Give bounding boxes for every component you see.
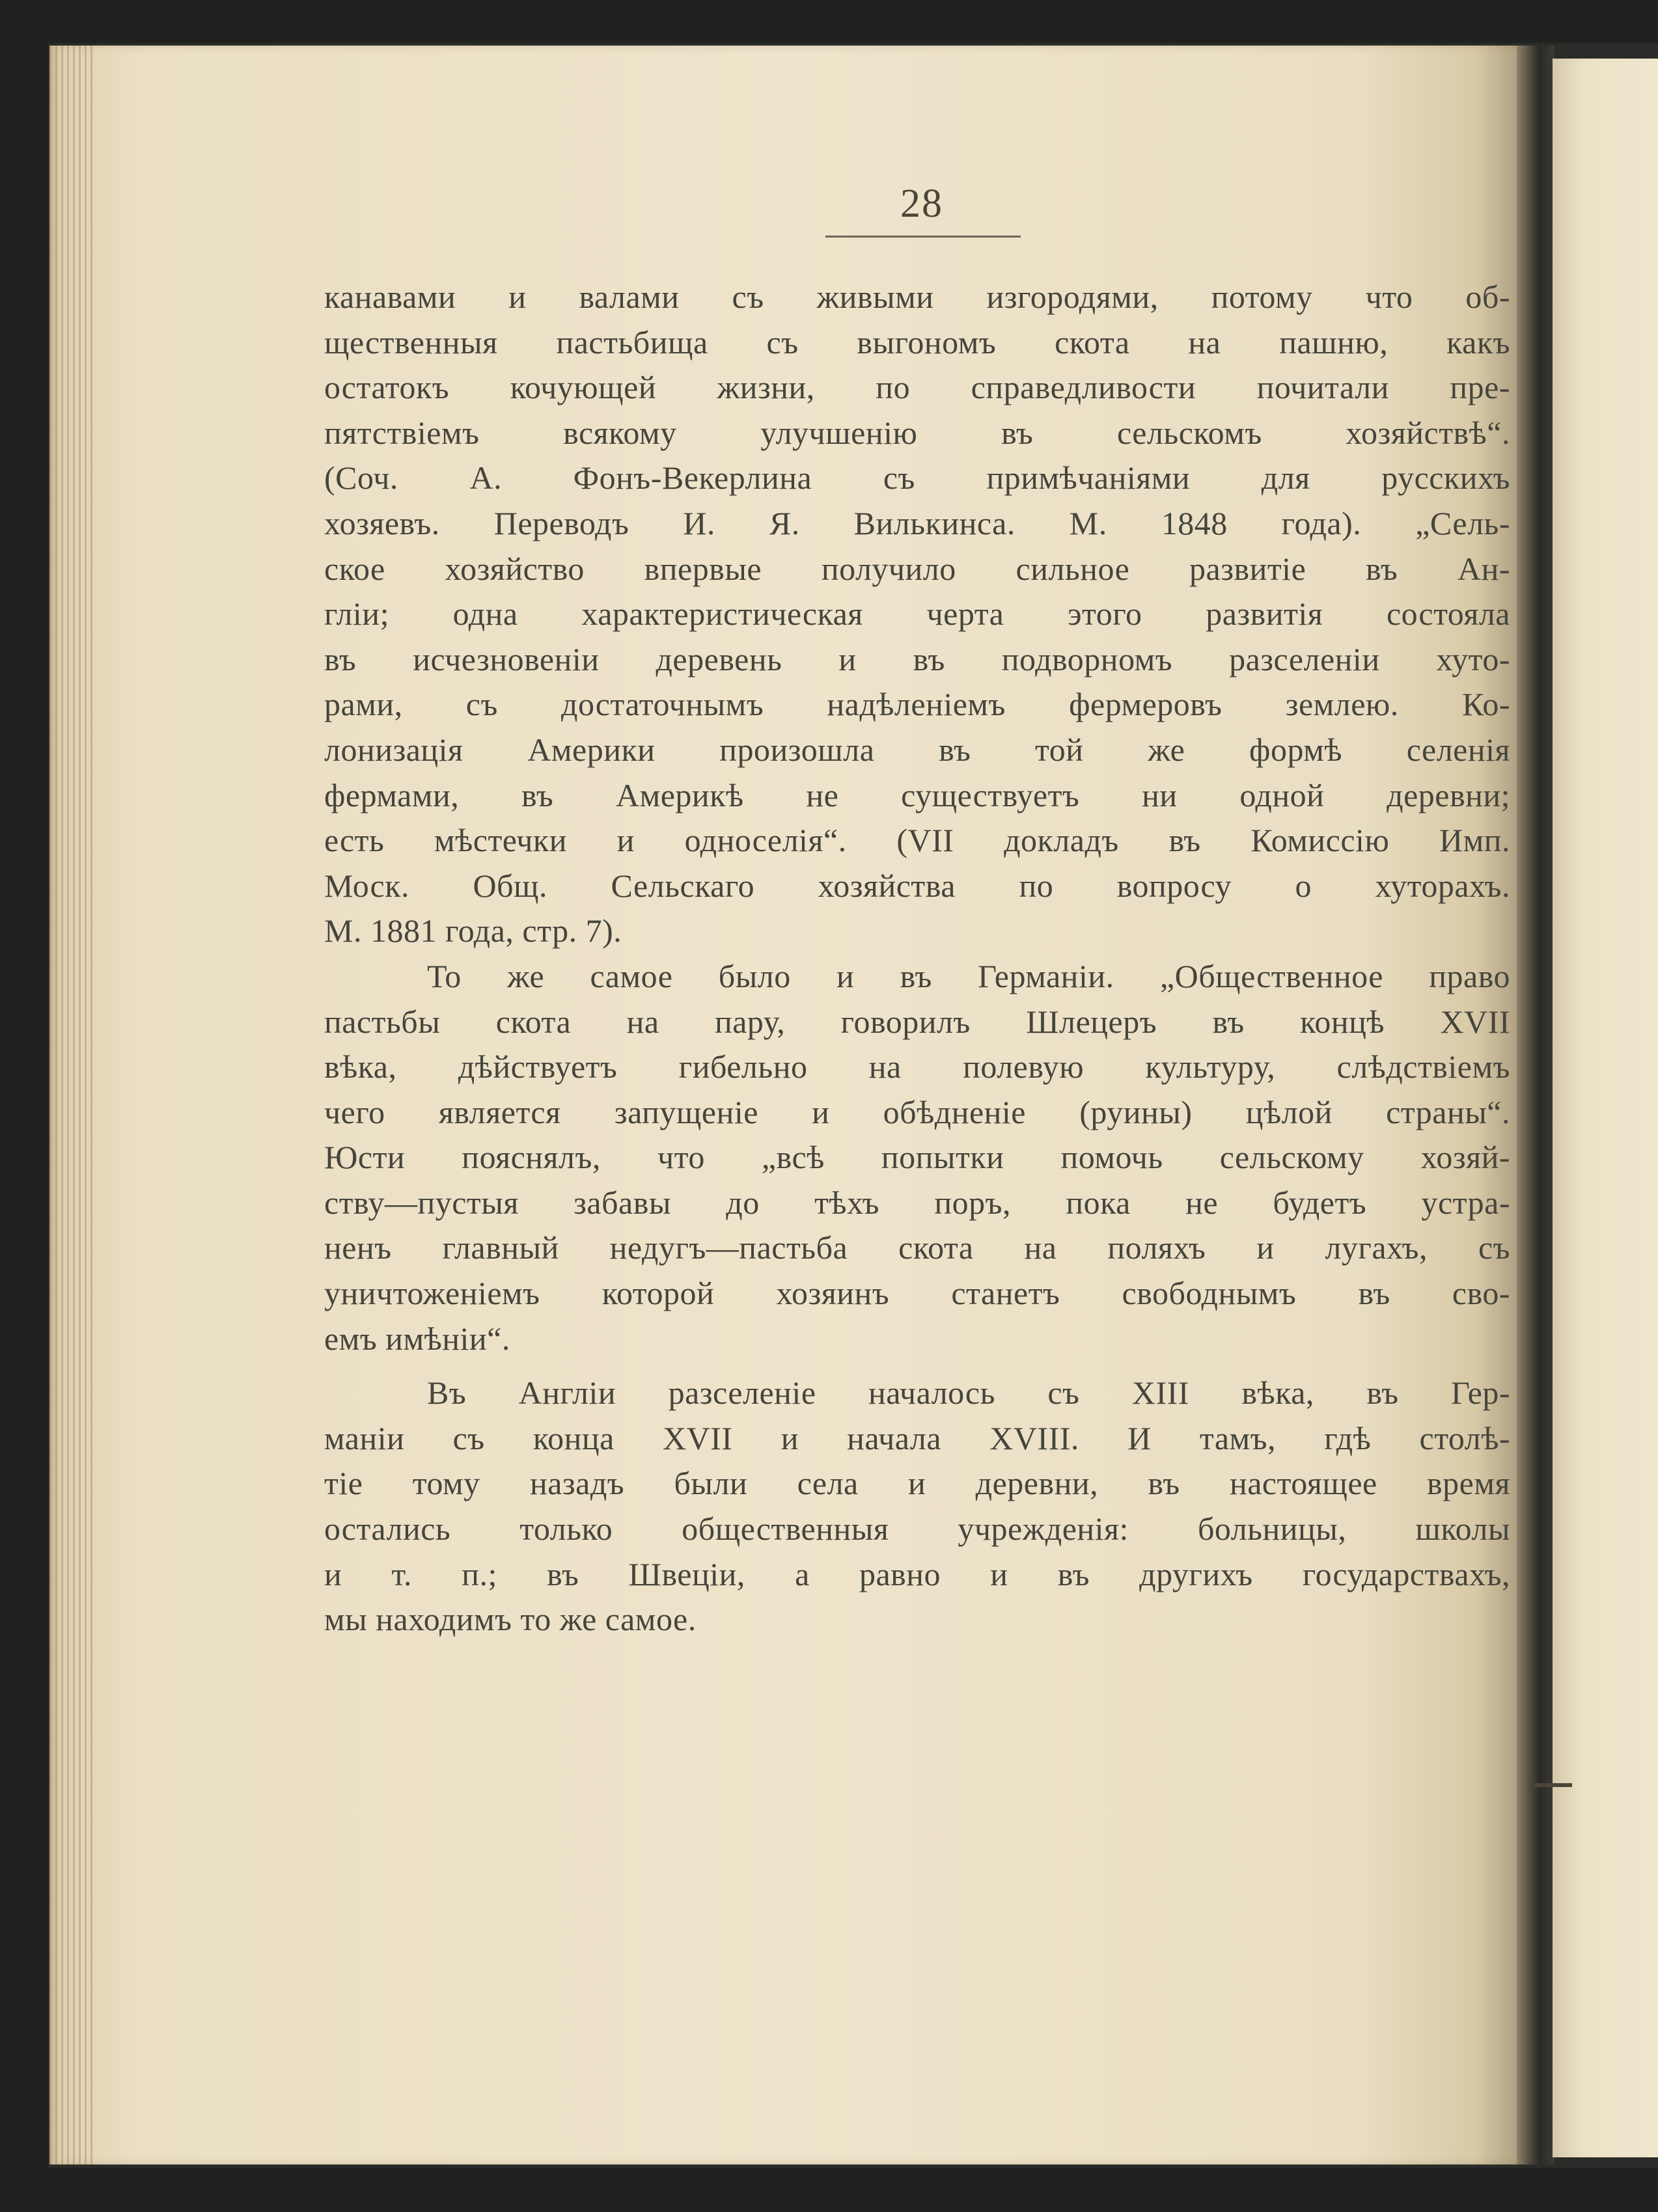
text-line: въ исчезновеніи деревень и въ подворномъ разселеніи хуто- (324, 640, 1510, 677)
page-number-rule (825, 236, 1021, 238)
text-line: рами, съ достаточнымъ надѣленіемъ фермеровъ землею. Ко- (324, 686, 1510, 723)
text-line: То же самое было и въ Германіи. „Общественное право (427, 957, 1510, 994)
text-line: пастьбы скота на пару, говорилъ Шлецеръ въ концѣ XVII (324, 1003, 1510, 1040)
text-line: фермами, въ Америкѣ не существуетъ ни одной деревни; (324, 776, 1510, 813)
text-line: остались только общественныя учрежденія: больницы, школы (324, 1510, 1510, 1548)
text-line: Въ Англіи разселеніе началось съ XIII вѣка, въ Гер- (427, 1374, 1510, 1412)
text-line: Юсти пояснялъ, что „всѣ попытки помочь сельскому хозяй- (324, 1139, 1510, 1176)
text-line: пятствіемъ всякому улучшенію въ сельскомъ хозяйствѣ“. (324, 414, 1510, 451)
text-line: М. 1881 года, стр. 7). (324, 912, 622, 949)
text-line: ству—пустыя забавы до тѣхъ поръ, пока не будетъ устра- (324, 1184, 1510, 1221)
text-line: и т. п.; въ Швеціи, а равно и въ другихъ государствахъ, (324, 1555, 1510, 1592)
bookmark-line (1533, 1783, 1572, 1787)
text-line: щественныя пастьбища съ выгономъ скота на пашню, какъ (324, 323, 1510, 361)
text-line: канавами и валами съ живыми изгородями, потому что об- (324, 279, 1510, 315)
text-line: есть мѣстечки и односелія“. (VII докладъ въ Комиссію Имп. (324, 822, 1510, 859)
book-gutter (1517, 46, 1554, 2164)
body-text (324, 275, 1510, 1643)
text-line: вѣка, дѣйствуетъ гибельно на полевую культуру, слѣдствіемъ (324, 1048, 1510, 1086)
text-line: Моск. Общ. Сельскаго хозяйства по вопросу о хуторахъ. (324, 867, 1510, 904)
text-line: мы находимъ то же самое. (324, 1601, 697, 1638)
text-line: лонизація Америки произошла въ той же формѣ селенія (324, 731, 1510, 768)
page-number: 28 (900, 182, 943, 226)
text-line: чего является запущеніе и обѣдненіе (руины) цѣлой страны“. (324, 1093, 1510, 1130)
text-line: маніи съ конца XVII и начала XVIII. И тамъ, гдѣ столѣ- (324, 1419, 1510, 1456)
text-line: (Соч. А. Фонъ-Векерлина съ примѣчаніями для русскихъ (324, 459, 1510, 497)
text-line: остатокъ кочующей жизни, по справедливости почитали пре- (324, 369, 1510, 406)
text-line: хозяевъ. Переводъ И. Я. Вилькинса. М. 1848 года). „Сель- (324, 504, 1510, 541)
right-page-edge (1553, 59, 1658, 2157)
text-line: емъ имѣніи“. (324, 1320, 510, 1357)
text-line: ское хозяйство впервые получило сильное развитіе въ Ан- (324, 550, 1510, 587)
text-line: гліи; одна характеристическая черта этого развитія состояла (324, 595, 1510, 633)
text-line: ненъ главный недугъ—пастьба скота на поляхъ и лугахъ, съ (324, 1229, 1510, 1266)
text-line: тіе тому назадъ были села и деревни, въ настоящее время (324, 1465, 1510, 1502)
text-line: уничтоженіемъ которой хозяинъ станетъ свободнымъ въ сво- (324, 1275, 1510, 1312)
